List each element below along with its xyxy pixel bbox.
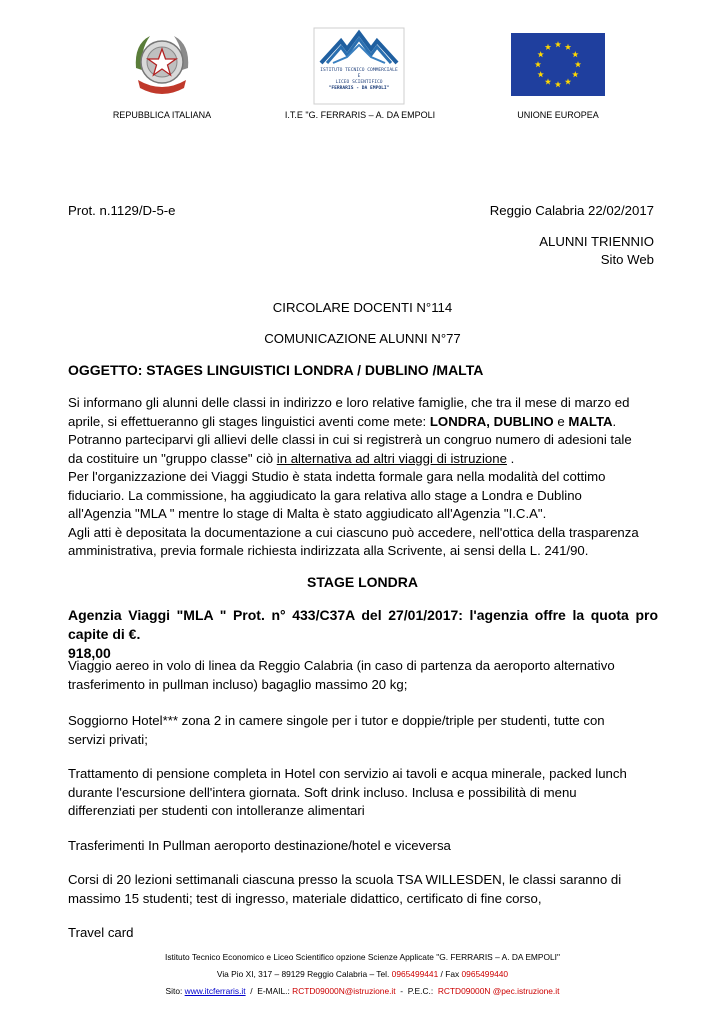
footer-label: Sito: bbox=[165, 986, 185, 996]
eu-star-icon bbox=[537, 71, 543, 77]
footer-address-text: Via Pio XI, 317 – 89129 Reggio Calabria – Tel. bbox=[216, 969, 392, 979]
eu-star-icon bbox=[535, 61, 541, 67]
agency-offer bbox=[68, 606, 658, 663]
footer-institute: Istituto Tecnico Economico e Liceo Scientifico opzione Scienze Applicate "G. FERRARIS – A. DA EMPOLI" bbox=[165, 952, 560, 962]
transfer-item: Trasferimenti In Pullman aeroporto destinazione/hotel e viceversa bbox=[68, 838, 451, 853]
subject-line: OGGETTO: STAGES LINGUISTICI LONDRA / DUBLINO /MALTA bbox=[68, 362, 484, 378]
eu-star-icon bbox=[555, 81, 561, 87]
footer-contacts bbox=[0, 986, 725, 996]
circolare-title: CIRCOLARE DOCENTI N°114 bbox=[272, 300, 453, 315]
eu-star-icon bbox=[565, 44, 571, 50]
eu-star-icon bbox=[575, 61, 581, 67]
intro-paragraph bbox=[68, 394, 658, 561]
footer-address-text: / Fax bbox=[438, 969, 462, 979]
intro-line bbox=[68, 450, 658, 469]
board-line: durante l'escursione dell'intera giornata. Soft drink incluso. Inclusa e possibilità di menu bbox=[68, 784, 577, 800]
school-logo-line: ISTITUTO TECNICO COMMERCIALE bbox=[320, 68, 398, 73]
intro-line: Si informano gli alunni delle classi in indirizzo e loro relative famiglie, che tra il mese di marzo ed bbox=[68, 395, 630, 410]
courses-item bbox=[68, 871, 658, 908]
eu-star-icon bbox=[537, 51, 543, 57]
eu-star-icon bbox=[555, 41, 561, 47]
footer-fax: 0965499440 bbox=[461, 969, 509, 979]
eu-flag bbox=[511, 33, 605, 96]
school-logo-line: "FERRARIS - DA EMPOLI" bbox=[328, 86, 390, 91]
text-segment: . bbox=[612, 413, 617, 429]
italian-republic-emblem bbox=[126, 28, 198, 100]
recipient-students: ALUNNI TRIENNIO bbox=[539, 234, 654, 249]
intro-line: all'Agenzia "MLA " mentre lo stage di Malta è stato aggiudicato all'Agenzia "I.C.A". bbox=[68, 506, 547, 521]
comunicazione-title: COMUNICAZIONE ALUNNI N°77 bbox=[264, 331, 461, 346]
intro-line: Per l'organizzazione dei Viaggi Studio è stata indetta formale gara nella modalità del cottimo bbox=[68, 469, 606, 484]
board-line: differenziati per studenti con intolleranze alimentari bbox=[68, 803, 365, 818]
flight-line: trasferimento in pullman incluso) bagaglio massimo 20 kg; bbox=[68, 676, 408, 692]
text-segment: aprile, si effettueranno gli stages linguistici aventi come mete: bbox=[68, 413, 430, 429]
recipient-website: Sito Web bbox=[600, 252, 654, 267]
flight-line: Viaggio aereo in volo di linea da Reggio Calabria (in caso di partenza da aeroporto alternativo bbox=[68, 658, 615, 673]
footer-address bbox=[0, 969, 725, 979]
caption-unione: UNIONE EUROPEA bbox=[517, 110, 599, 120]
destination-london-dublin: LONDRA, DUBLINO bbox=[429, 413, 554, 429]
underlined-note: in alternativa ad altri viaggi di istruzione bbox=[276, 450, 507, 466]
pec-address[interactable]: RCTD09000N @pec.istruzione.it bbox=[437, 986, 560, 996]
footer-label: / E-MAIL.: bbox=[245, 986, 293, 996]
intro-line: fiduciario. La commissione, ha aggiudicato la gara relativa allo stage a Londra e Dublino bbox=[68, 487, 582, 503]
place-date: Reggio Calabria 22/02/2017 bbox=[489, 203, 654, 218]
courses-line: massimo 15 studenti; test di ingresso, materiale didattico, certificato di fine corso, bbox=[68, 890, 542, 906]
intro-line: amministrativa, previa formale richiesta indirizzata alla Scrivente, ai sensi della L. 241/90. bbox=[68, 543, 589, 558]
footer-phone: 0965499441 bbox=[391, 969, 439, 979]
agency-price: 918,00 bbox=[68, 645, 111, 661]
stage-london-heading: STAGE LONDRA bbox=[307, 574, 418, 590]
destination-malta: MALTA bbox=[568, 413, 613, 429]
board-line: Trattamento di pensione completa in Hotel con servizio ai tavoli e acqua minerale, packed lunch bbox=[68, 766, 627, 781]
eu-star-icon bbox=[572, 51, 578, 57]
hotel-item bbox=[68, 712, 658, 749]
intro-line: Agli atti è depositata la documentazione a cui ciascuno può accedere, nell'ottica della trasparenza bbox=[68, 524, 639, 540]
board-item bbox=[68, 765, 658, 821]
eu-star-icon bbox=[545, 44, 551, 50]
text-segment: e bbox=[553, 413, 569, 429]
school-logo-line: LICEO SCIENTIFICO bbox=[335, 80, 383, 85]
hotel-line: servizi privati; bbox=[68, 731, 148, 747]
agency-line: Agenzia Viaggi "MLA " Prot. n° 433/C37A del 27/01/2017: l'agenzia offre la quota pro capite di €. bbox=[68, 607, 658, 642]
eu-star-icon bbox=[545, 78, 551, 84]
eu-star-icon bbox=[572, 71, 578, 77]
courses-line: Corsi di 20 lezioni settimanali ciascuna presso la scuola TSA WILLESDEN, le classi saranno di bbox=[68, 872, 622, 887]
text-segment: . bbox=[506, 450, 515, 466]
caption-repubblica: REPUBBLICA ITALIANA bbox=[112, 110, 212, 120]
footer-label: - P.E.C.: bbox=[395, 986, 438, 996]
email-address[interactable]: RCTD09000N@istruzione.it bbox=[292, 986, 396, 996]
caption-school: I.T.E "G. FERRARIS – A. DA EMPOLI bbox=[284, 110, 436, 120]
website-link[interactable]: www.itcferraris.it bbox=[184, 986, 246, 996]
intro-line: Potranno parteciparvi gli allievi delle classi in cui si registrerà un congruo numero di adesioni tale bbox=[68, 432, 632, 447]
text-segment: da costituire un "gruppo classe" ciò bbox=[68, 450, 277, 466]
intro-line bbox=[68, 413, 658, 432]
hotel-line: Soggiorno Hotel*** zona 2 in camere singole per i tutor e doppie/triple per studenti, tutte con bbox=[68, 713, 605, 728]
flight-item bbox=[68, 657, 658, 694]
school-logo bbox=[313, 27, 405, 105]
protocol-number: Prot. n.1129/D-5-e bbox=[68, 203, 176, 218]
school-logo-line: E bbox=[357, 74, 361, 79]
travel-card-item: Travel card bbox=[68, 925, 134, 940]
eu-star-icon bbox=[565, 78, 571, 84]
